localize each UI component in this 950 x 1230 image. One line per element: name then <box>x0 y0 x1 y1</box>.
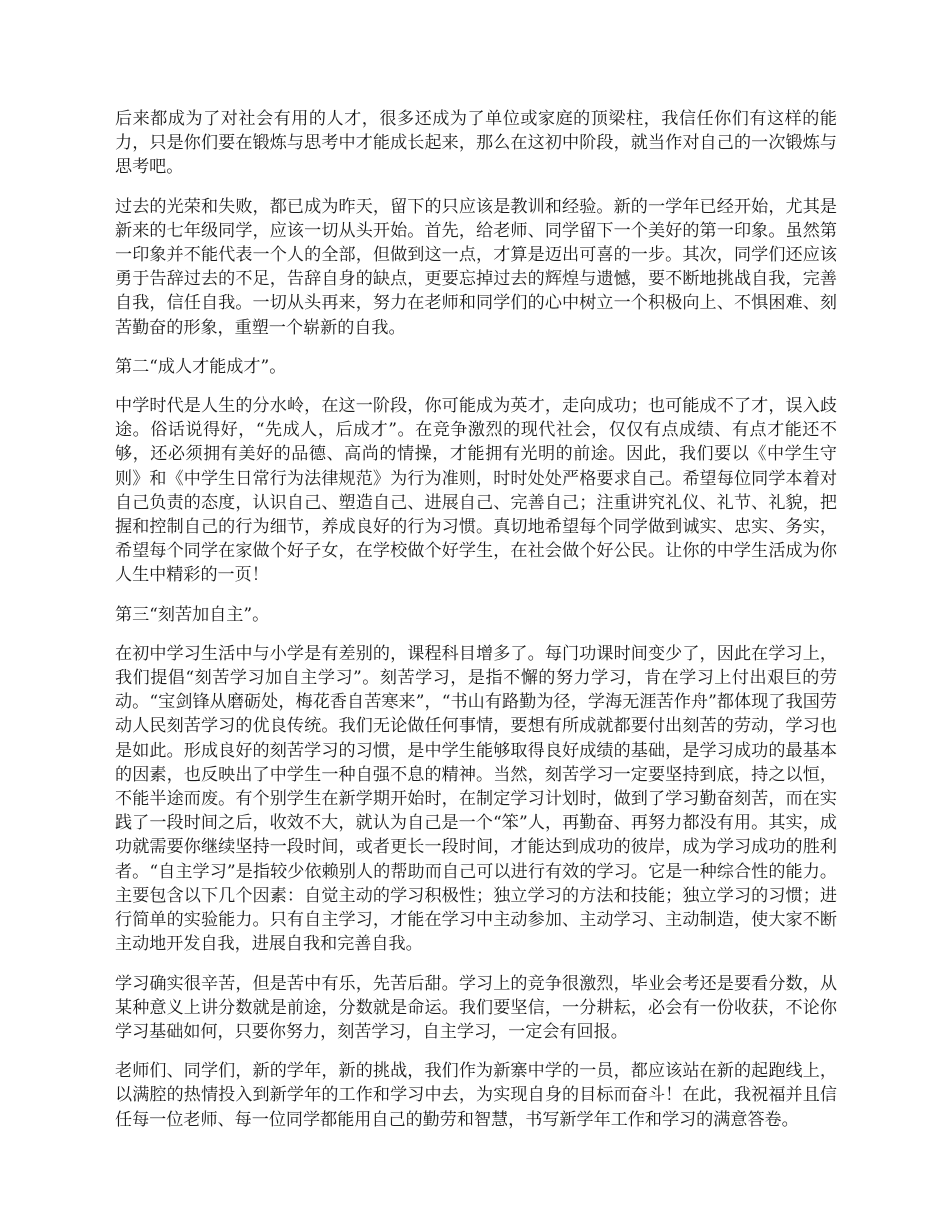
paragraph-6: 老师们、同学们，新的学年，新的挑战，我们作为新寨中学的一员，都应该站在新的起跑线上，以满腔的热情投入到新学年的工作和学习中去，为实现自身的目标而奋斗！在此，我祝福并且信任每一位老师、每一位同学都能用自己的勤劳和智慧，书写新学年工作和学习的满意答卷。 <box>115 1061 837 1130</box>
paragraph-1: 后来都成为了对社会有用的人才，很多还成为了单位或家庭的顶梁柱，我信任你们有这样的能力，只是你们要在锻炼与思考中才能成长起来，那么在这初中阶段，就当作对自己的一次锻炼与思考吧。 <box>115 109 837 178</box>
document-body <box>115 107 837 1147</box>
paragraph-4: 在初中学习生活中与小学是有差别的，课程科目增多了。每门功课时间变少了，因此在学习上，我们提倡“刻苦学习加自主学习”。刻苦学习，是指不懈的努力学习，肯在学习上付出艰巨的劳动。“宝剑锋从磨砺处，梅花香自苦寒来”，“书山有路勤为径，学海无涯苦作舟”都体现了我国劳动人民刻苦学习的优良传统。我们无论做任何事情，要想有所成就都要付出刻苦的劳动，学习也是如此。形成良好的刻苦学习的习惯，是中学生能够取得良好成绩的基础，是学习成功的最基本的因素，也反映出了中学生一种自强不息的精神。当然，刻苦学习一定要坚持到底，持之以恒，不能半途而废。有个别学生在新学期开始时，在制定学习计划时，做到了学习勤奋刻苦，而在实践了一段时间之后，收效不大，就认为自己是一个“笨”人，再勤奋、再努力都没有用。其实，成功就需要你继续坚持一段时间，或者更长一段时间，才能达到成功的彼岸，成为学习成功的胜利者。“自主学习”是指较少依赖别人的帮助而自己可以进行有效的学习。它是一种综合性的能力。主要包含以下几个因素：自觉主动的学习积极性；独立学习的方法和技能；独立学习的习惯；进行简单的实验能力。只有自主学习，才能在学习中主动参加、主动学习、主动制造，使大家不断主动地开发自我，进展自我和完善自我。 <box>115 643 837 955</box>
paragraph-3: 中学时代是人生的分水岭，在这一阶段，你可能成为英才，走向成功；也可能成不了才，误入歧途。俗话说得好，“先成人，后成才”。在竞争激烈的现代社会，仅仅有点成绩、有点才能还不够，还必须拥有美好的品德、高尚的情操，才能拥有光明的前途。因此，我们要以《中学生守则》和《中学生日常行为法律规范》为行为准则，时时处处严格要求自己。希望每位同学本着对自己负责的态度，认识自己、塑造自己、进展自己、完善自己；注重讲究礼仪、礼节、礼貌，把握和控制自己的行为细节，养成良好的行为习惯。真切地希望每个同学做到诚实、忠实、务实，希望每个同学在家做个好子女，在学校做个好学生，在社会做个好公民。让你的中学生活成为你人生中精彩的一页！ <box>115 396 837 586</box>
section-heading-3: 第三“刻苦加自主”。 <box>115 604 270 625</box>
section-heading-2: 第二“成人才能成才”。 <box>115 356 287 377</box>
paragraph-2: 过去的光荣和失败，都已成为昨天，留下的只应该是教训和经验。新的一学年已经开始，尤其是新来的七年级同学，应该一切从头开始。首先，给老师、同学留下一个美好的第一印象。虽然第一印象并不能代表一个人的全部，但做到这一点，才算是迈出可喜的一步。其次，同学们还应该勇于告辞过去的不足，告辞自身的缺点，更要忘掉过去的辉煌与遗憾，要不断地挑战自我，完善自我，信任自我。一切从头再来，努力在老师和同学们的心中树立一个积极向上、不惧困难、刻苦勤奋的形象，重塑一个崭新的自我。 <box>115 196 837 338</box>
paragraph-5: 学习确实很辛苦，但是苦中有乐，先苦后甜。学习上的竞争很激烈，毕业会考还是要看分数，从某种意义上讲分数就是前途，分数就是命运。我们要坚信，一分耕耘，必会有一份收获，不论你学习基础如何，只要你努力，刻苦学习，自主学习，一定会有回报。 <box>115 973 837 1042</box>
